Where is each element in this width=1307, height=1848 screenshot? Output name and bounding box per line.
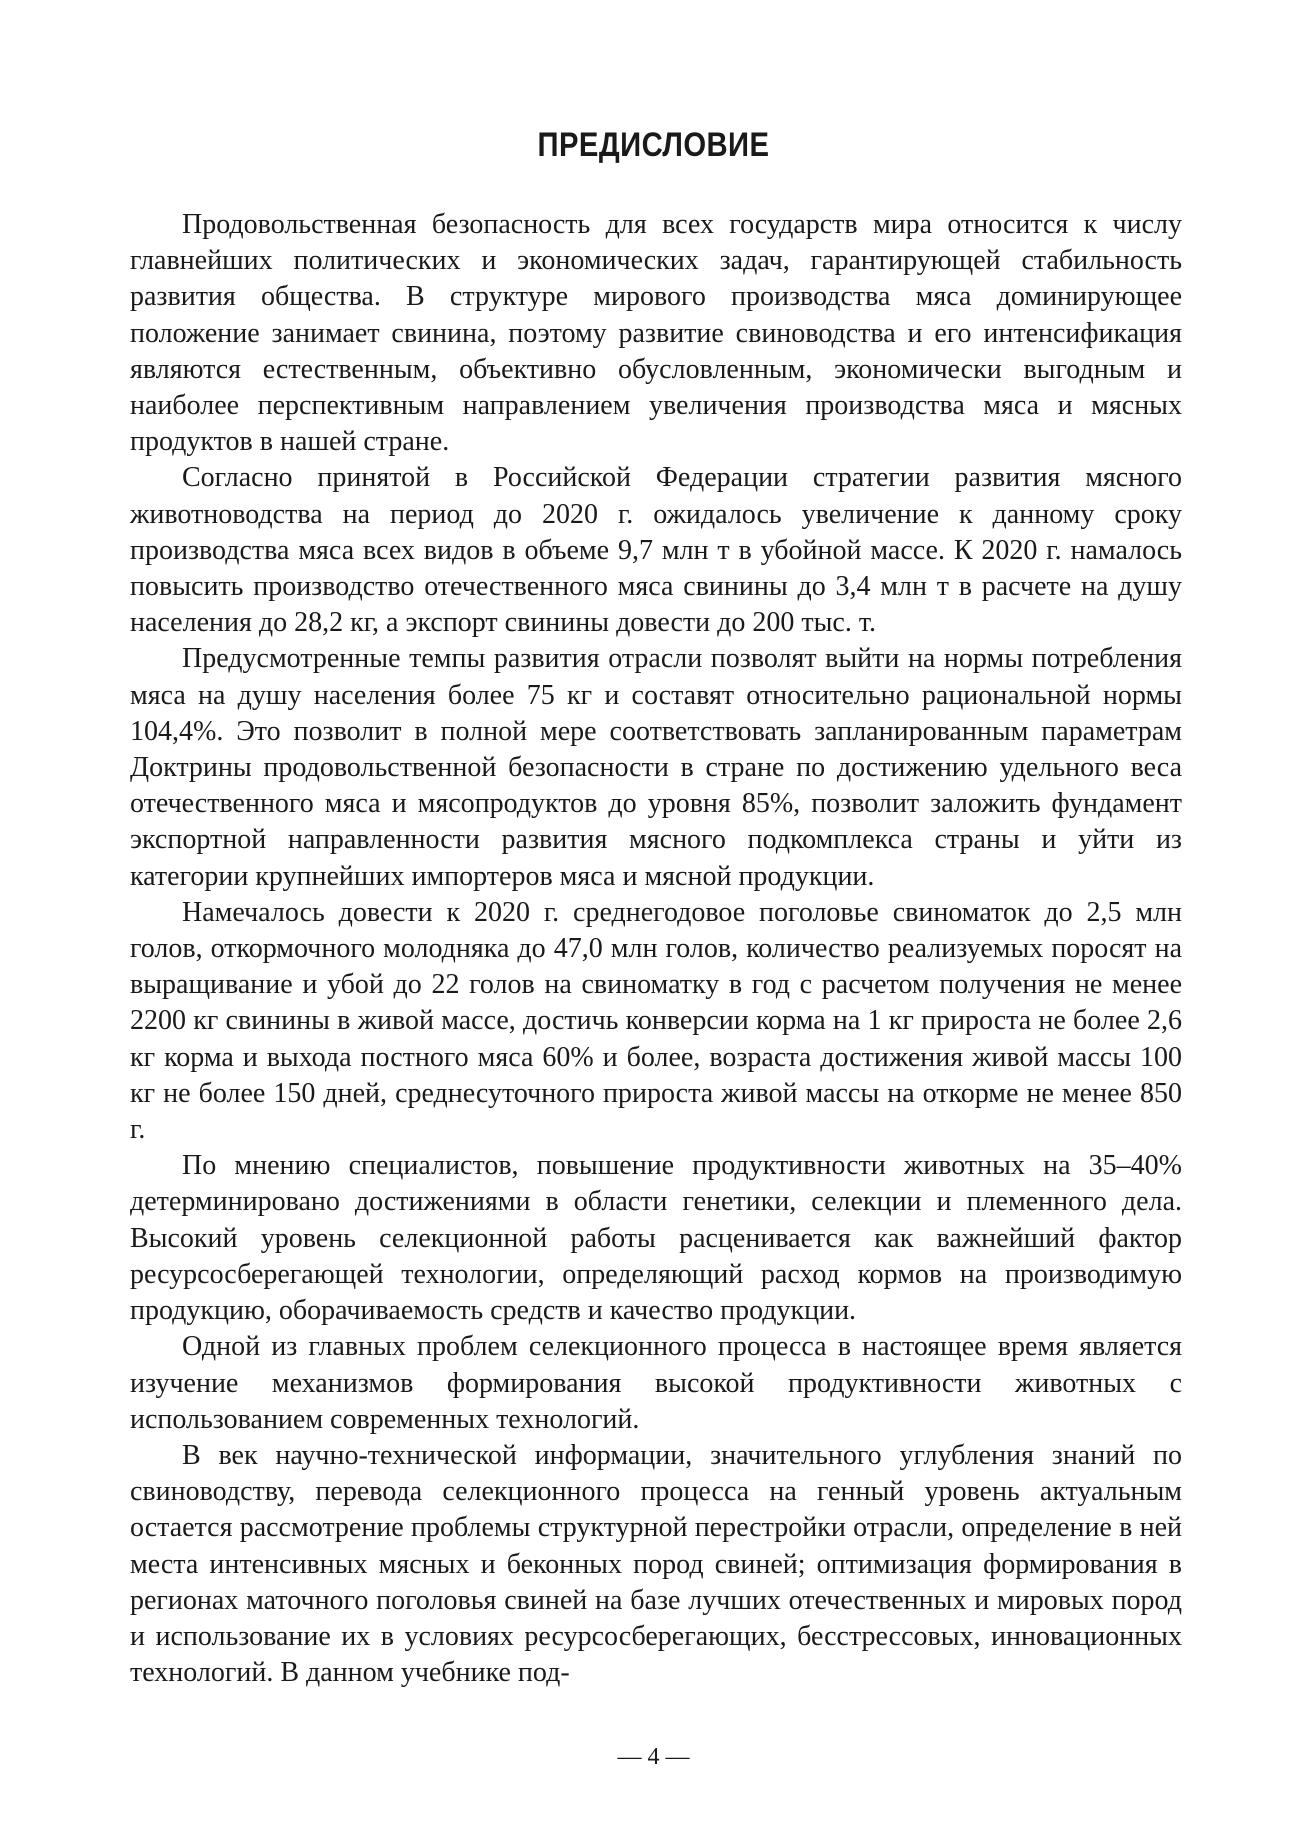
paragraph: Одной из главных проблем селекционного процесса в настоящее время является изучение механизмов формирования высокой продуктивности животных с использованием современных технологий. xyxy=(130,1331,1182,1435)
page-title: ПРЕДИСЛОВИЕ xyxy=(537,126,770,164)
body-text xyxy=(130,207,1182,1691)
paragraph: Продовольственная безопасность для всех государств мира относится к числу главнейших политических и экономических задач, гарантирующей стабильность развития общества. В структуре мирового производства мяса доминирующее положение занимает свинина, поэтому развитие свиноводства и его интенсификация являются естественным, объективно обусловленным, экономически выгодным и наиболее перспективным направлением увеличения производства мяса и мясных продуктов в нашей стране. xyxy=(130,209,1182,458)
page-number: — 4 — xyxy=(617,1744,690,1770)
paragraph: Согласно принятой в Российской Федерации стратегии развития мясного животноводства на период до 2020 г. ожидалось увеличение к данному сроку производства мяса всех видов в объеме 9,7 млн т в убойной массе. К 2020 г. намалось повысить производство отечественного мяса свинины до 3,4 млн т в расчете на душу населения до 28,2 кг, а экспорт свинины довести до 200 тыс. т. xyxy=(130,462,1182,639)
paragraph: По мнению специалистов, повышение продуктивности животных на 35–40% детерминировано достижениями в области генетики, селекции и племенного дела. Высокий уровень селекционной работы расценивается как важнейший фактор ресурсосберегающей технологии, определяющий расход кормов на производимую продукцию, оборачиваемость средств и качество продукции. xyxy=(130,1150,1182,1327)
paragraph: Намечалось довести к 2020 г. среднегодовое поголовье свиноматок до 2,5 млн голов, откормочного молодняка до 47,0 млн голов, количество реализуемых поросят на выращивание и убой до 22 голов на свиноматку в год с расчетом получения не менее 2200 кг свинины в живой массе, достичь конверсии корма на 1 кг прироста не более 2,6 кг корма и выхода постного мяса 60% и более, возраста достижения живой массы 100 кг не более 150 дней, среднесуточного прироста живой массы на откорме не менее 850 г. xyxy=(130,896,1182,1146)
paragraph: В век научно-технической информации, значительного углубления знаний по свиноводству, перевода селекционного процесса на генный уровень актуальным остается рассмотрение проблемы структурной перестройки отрасли, определение в ней места интенсивных мясных и беконных пород свиней; оптимизация формирования в регионах маточного поголовья свиней на базе лучших отечественных и мировых пород и использование их в условиях ресурсосберегающих, бесстрессовых, инновационных технологий. В данном учебнике под- xyxy=(130,1439,1182,1689)
paragraph: Предусмотренные темпы развития отрасли позволят выйти на нормы потребления мяса на душу населения более 75 кг и составят относительно рациональной нормы 104,4%. Это позволит в полной мере соответствовать запланированным параметрам Доктрины продовольственной безопасности в стране по достижению удельного веса отечественного мяса и мясопродуктов до уровня 85%, позволит заложить фундамент экспортной направленности развития мясного подкомплекса страны и уйти из категории крупнейших импортеров мяса и мясной продукции. xyxy=(130,643,1182,892)
